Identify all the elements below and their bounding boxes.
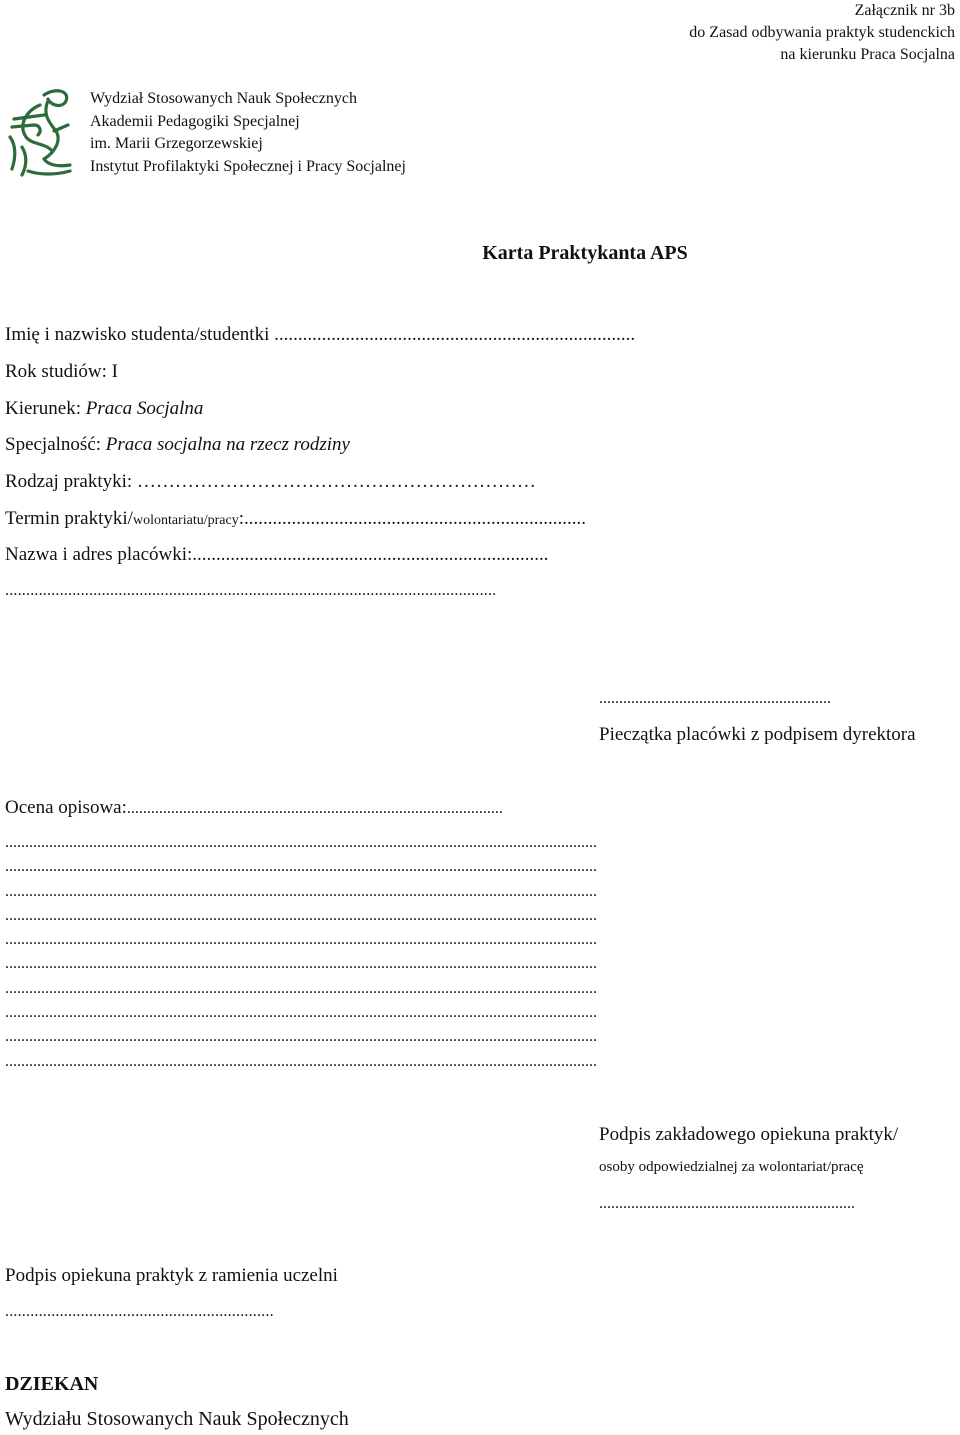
institution-line-1: Wydział Stosowanych Nauk Społecznych	[90, 90, 357, 107]
practice-term-dots[interactable]: :........................................................................	[238, 508, 586, 529]
practice-type-label: Rodzaj praktyki:	[5, 471, 137, 492]
facility-address-field	[5, 544, 549, 566]
student-name-label: Imię i nazwisko studenta/studentki	[5, 324, 275, 345]
direction-label: Kierunek:	[5, 398, 86, 419]
assessment-field	[5, 797, 503, 819]
institution-line-2: Akademii Pedagogiki Specjalnej	[90, 112, 300, 130]
assessment-line[interactable]: ....................................................................................................................................................	[5, 955, 597, 973]
university-logo	[4, 85, 76, 179]
practice-type-dots[interactable]: ………………………………………………………	[136, 471, 536, 492]
assessment-line[interactable]: ....................................................................................................................................................	[5, 882, 597, 900]
practice-term-small-label: wolontariatu/pracy	[132, 513, 239, 528]
institution-line-4: Instytut Profilaktyki Społecznej i Pracy Socjalnej	[90, 157, 406, 175]
stamp-label: Pieczątka placówki z podpisem dyrektora	[599, 724, 916, 745]
assessment-line[interactable]: ....................................................................................................................................................	[5, 931, 597, 949]
practice-type-field	[5, 471, 536, 493]
workplace-supervisor-label: Podpis zakładowego opiekuna praktyk/	[599, 1124, 899, 1145]
university-supervisor-label: Podpis opiekuna praktyk z ramienia uczelni	[5, 1265, 338, 1286]
assessment-line[interactable]: ....................................................................................................................................................	[5, 906, 597, 924]
dean-title: DZIEKAN	[5, 1373, 99, 1395]
university-supervisor-dots[interactable]: ................................................................	[5, 1303, 274, 1320]
workplace-supervisor-sublabel: osoby odpowiedzialnej za wolontariat/pracę	[599, 1159, 864, 1175]
workplace-supervisor-dots[interactable]: ................................................................	[599, 1195, 855, 1212]
stamp-dots[interactable]: ..........................................................	[599, 690, 831, 707]
assessment-line[interactable]: ....................................................................................................................................................	[5, 834, 597, 851]
annex-line-3: na kierunku Praca Socjalna	[780, 46, 955, 63]
annex-line-2: do Zasad odbywania praktyk studenckich	[689, 24, 955, 41]
assessment-label: Ocena opisowa:	[5, 797, 127, 818]
assessment-line[interactable]: ....................................................................................................................................................	[5, 858, 597, 876]
practice-term-label: Termin praktyki/	[5, 508, 133, 529]
practice-term-field	[5, 508, 586, 530]
student-name-dots[interactable]: ............................................................................	[274, 324, 636, 345]
assessment-line[interactable]: ....................................................................................................................................................	[5, 979, 597, 997]
student-name-field	[5, 324, 635, 346]
facility-address-label: Nazwa i adres placówki:	[5, 544, 193, 565]
dean-faculty: Wydziału Stosowanych Nauk Społecznych	[5, 1408, 349, 1430]
assessment-dots-first[interactable]: ..............................................................................................	[126, 800, 503, 817]
study-year-field: Rok studiów: I	[5, 361, 118, 382]
facility-address-line-2[interactable]: .....................................................................................................................	[5, 582, 497, 599]
direction-field	[5, 398, 203, 420]
document-title: Karta Praktykanta APS	[482, 242, 688, 264]
assessment-line[interactable]: ....................................................................................................................................................	[5, 1052, 597, 1070]
assessment-lines	[5, 834, 955, 1077]
annex-line-1: Załącznik nr 3b	[854, 2, 955, 19]
institution-block	[90, 88, 406, 178]
specialty-label: Specjalność:	[5, 434, 106, 455]
annex-header	[689, 0, 955, 66]
specialty-value: Praca socjalna na rzecz rodziny	[105, 434, 350, 455]
institution-line-3: im. Marii Grzegorzewskiej	[90, 135, 263, 152]
direction-value: Praca Socjalna	[85, 398, 204, 419]
assessment-line[interactable]: ....................................................................................................................................................	[5, 1004, 597, 1022]
university-logo-icon	[4, 85, 76, 179]
facility-address-dots[interactable]: ...........................................................................	[192, 544, 549, 565]
assessment-line[interactable]: ....................................................................................................................................................	[5, 1028, 597, 1046]
specialty-field	[5, 434, 350, 456]
